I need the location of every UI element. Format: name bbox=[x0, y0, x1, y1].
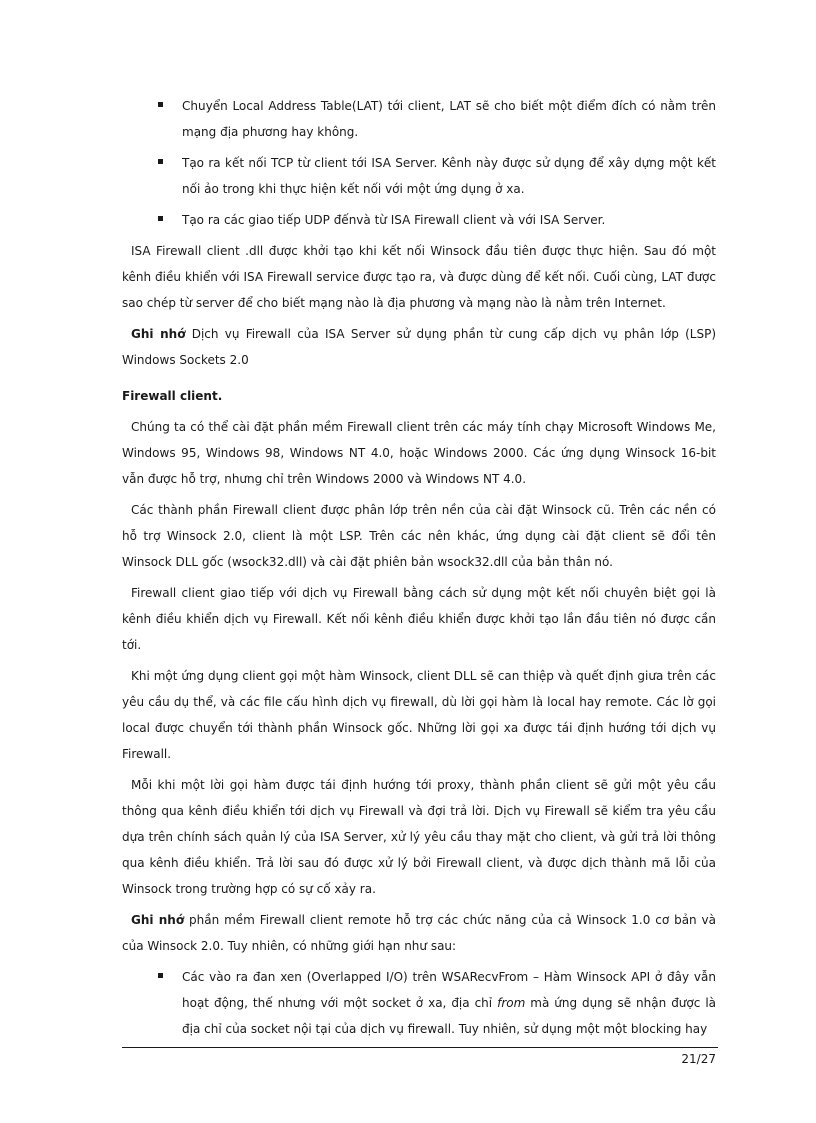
list-item-emphasis: from bbox=[497, 996, 526, 1010]
paragraph: Firewall client giao tiếp với dịch vụ Firewall bằng cách sử dụng một kết nối chuyên biệt gọi là kênh điều khiển dịch vụ Firewall. Kết nối kênh điều khiển được khởi tạo lần đầu tiên nó được cần tới. bbox=[122, 586, 716, 652]
paragraph: Chúng ta có thể cài đặt phần mềm Firewall client trên các máy tính chạy Microsoft Windows Me, Windows 95, Windows 98, Windows NT 4.0, hoặc Windows 2000. Các ứng dụng Winsock 16-bit vẫn được hỗ trợ, nhưng chỉ trên Windows 2000 và Windows NT 4.0. bbox=[122, 420, 716, 486]
list-item bbox=[122, 150, 716, 202]
note-winsock-support bbox=[122, 907, 716, 959]
footer-divider bbox=[122, 1047, 718, 1048]
list-item bbox=[122, 964, 716, 1042]
bullet-square-icon bbox=[158, 973, 163, 978]
paragraph: Mỗi khi một lời gọi hàm được tái định hướng tới proxy, thành phần client sẽ gửi một yêu cầu thông qua kênh điều khiển tới dịch vụ Firewall và đợi trả lời. Dịch vụ Firewall sẽ kiểm tra yêu cầu dựa trên chính sách quản lý của ISA Server, xử lý yêu cầu thay mặt cho client, và gửi trả lời thông qua kênh điều khiển. Trả lời sau đó được xử lý bởi Firewall client, và được dịch thành mã lỗi của Winsock trong trường hợp có sự cố xảy ra. bbox=[122, 778, 716, 896]
note-label: Ghi nhớ bbox=[131, 327, 186, 341]
list-item-text: Chuyển Local Address Table(LAT) tới client, LAT sẽ cho biết một điểm đích có nằm trên mạng địa phương hay không. bbox=[182, 99, 716, 139]
list-item-text-after: mà ứng dụng sẽ nhận được là địa chỉ của socket nội tại của dịch vụ firewall. Tuy nhiên, sử dụng một một blocking hay bbox=[182, 996, 717, 1036]
bullet-square-icon bbox=[158, 159, 163, 164]
note-lsp bbox=[122, 321, 716, 373]
bullet-square-icon bbox=[158, 102, 163, 107]
section-heading: Firewall client. bbox=[122, 389, 223, 403]
paragraph: Khi một ứng dụng client gọi một hàm Winsock, client DLL sẽ can thiệp và quết định giưa trên các yêu cầu dụ thể, và các file cấu hình dịch vụ firewall, dù lời gọi hàm là local hay remote. Các lờ gọi local được chuyển tới thành phần Winsock gốc. Những lời gọi xa được tái định hướng tới dịch vụ Firewall. bbox=[122, 669, 716, 761]
bullet-square-icon bbox=[158, 216, 163, 221]
list-item-text: Tạo ra kết nối TCP từ client tới ISA Server. Kênh này được sử dụng để xây dựng một kết nối ảo trong khi thực hiện kết nối với một ứng dụng ở xa. bbox=[182, 156, 716, 196]
note-text: Dịch vụ Firewall của ISA Server sử dụng phần từ cung cấp dịch vụ phân lớp (LSP) Windows Sockets 2.0 bbox=[122, 327, 716, 367]
list-item-text-before: Các vào ra đan xen (Overlapped I/O) trên WSARecvFrom – Hàm Winsock API ở đây vẫn hoạt động, thế nhưng với một socket ở xa, địa chỉ bbox=[182, 970, 716, 1010]
bullet-list-bottom bbox=[122, 964, 716, 1042]
paragraph-isa-firewall-dll: ISA Firewall client .dll được khởi tạo khi kết nối Winsock đầu tiên được thực hiện. Sau đó một kênh điều khiển với ISA Firewall service được tạo ra, và được dùng để kết nối. Cuối cùng, LAT được sao chép từ server để cho biết mạng nào là địa phương và mạng nào là nằm trên Internet. bbox=[122, 244, 716, 310]
paragraph: Các thành phần Firewall client được phân lớp trên nền của cài đặt Winsock cũ. Trên các nền có hỗ trợ Winsock 2.0, client là một LSP. Trên các nên khác, ứng dụng cài đặt client sẽ đổi tên Winsock DLL gốc (wsock32.dll) và cài đặt phiên bản wsock32.dll của bản thân nó. bbox=[122, 503, 716, 569]
note-text: phần mềm Firewall client remote hỗ trợ các chức năng của cả Winsock 1.0 cơ bản và của Winsock 2.0. Tuy nhiên, có những giới hạn như sau: bbox=[122, 913, 717, 953]
page-number: 21/27 bbox=[681, 1052, 716, 1066]
list-item-text: Tạo ra các giao tiếp UDP đếnvà từ ISA Firewall client và với ISA Server. bbox=[182, 213, 606, 227]
note-label: Ghi nhớ bbox=[131, 913, 185, 927]
list-item bbox=[122, 207, 716, 233]
bullet-list-top bbox=[122, 93, 716, 233]
document-page bbox=[122, 93, 716, 1047]
list-item bbox=[122, 93, 716, 145]
